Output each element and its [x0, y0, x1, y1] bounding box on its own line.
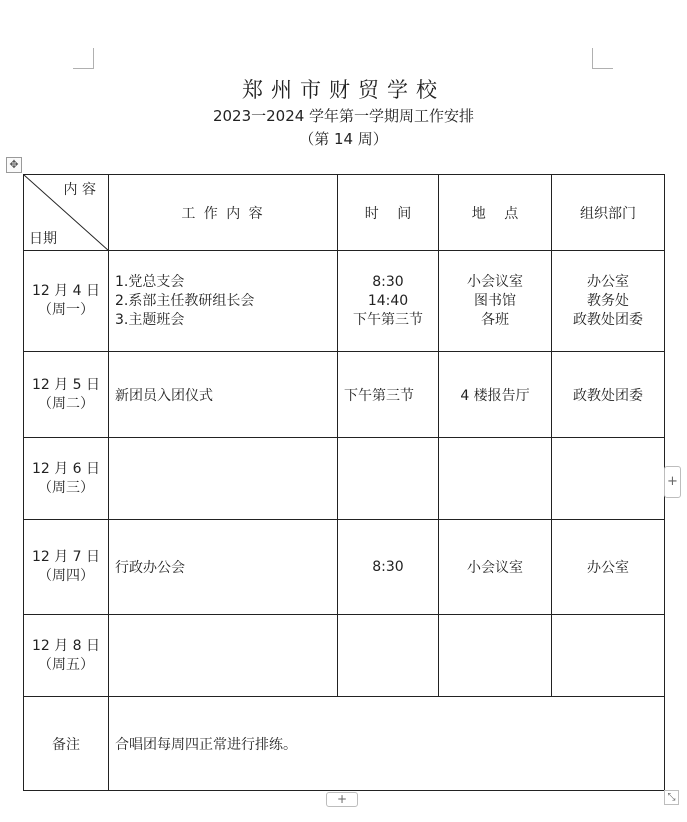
- content-cell[interactable]: [109, 615, 338, 697]
- time-cell[interactable]: [338, 251, 439, 352]
- date-cell: [24, 438, 109, 520]
- date-cell: [24, 615, 109, 697]
- add-column-button[interactable]: [664, 466, 681, 498]
- move-icon: ✥: [9, 158, 19, 171]
- page-margin-mark-top-left: [73, 48, 94, 69]
- place-line: 小会议室: [467, 560, 523, 576]
- header-content-label: 内 容: [63, 182, 96, 198]
- resize-icon: ⤡: [667, 792, 676, 803]
- weekday-text: （周三）: [38, 479, 94, 496]
- department-line: 教务处: [587, 292, 629, 309]
- place-line: 小会议室: [467, 273, 523, 290]
- content-cell[interactable]: [109, 251, 338, 352]
- date-text: 12 月 6 日: [31, 460, 101, 477]
- weekday-text: （周四）: [38, 568, 94, 584]
- content-cell[interactable]: [109, 438, 338, 520]
- table-resize-handle[interactable]: [664, 790, 679, 805]
- header-time: 时 间: [338, 175, 439, 251]
- department-line: 政教处团委: [573, 387, 643, 404]
- department-line: 办公室: [587, 560, 629, 576]
- department-line: 办公室: [587, 273, 629, 290]
- place-cell[interactable]: [439, 251, 552, 352]
- time-cell[interactable]: [338, 438, 439, 520]
- place-cell[interactable]: [439, 438, 552, 520]
- content-line: 1.党总支会: [115, 273, 185, 290]
- table-row: [24, 520, 665, 615]
- document-title: 郑州市财贸学校: [242, 78, 445, 102]
- note-row: [24, 697, 665, 791]
- place-cell[interactable]: [439, 520, 552, 615]
- place-cell[interactable]: [439, 615, 552, 697]
- table-row: [24, 615, 665, 697]
- weekday-text: （周一）: [38, 302, 94, 318]
- place-cell[interactable]: [439, 352, 552, 438]
- date-cell: [24, 251, 109, 352]
- table-row: [24, 352, 665, 438]
- date-text: 12 月 7 日: [31, 549, 101, 565]
- time-cell[interactable]: [338, 615, 439, 697]
- document-subtitle: 2023一2024 学年第一学期周工作安排: [212, 107, 475, 125]
- department-cell[interactable]: [552, 438, 665, 520]
- time-cell[interactable]: [338, 520, 439, 615]
- time-cell[interactable]: [338, 352, 439, 438]
- department-cell[interactable]: [552, 615, 665, 697]
- date-text: 12 月 4 日: [31, 283, 101, 299]
- content-line: 新团员入团仪式: [115, 387, 213, 404]
- time-line: 8:30: [372, 559, 404, 575]
- content-line: 2.系部主任教研组长会: [115, 292, 255, 309]
- date-cell: [24, 352, 109, 438]
- note-label: 备注: [24, 697, 109, 791]
- header-place: 地 点: [439, 175, 552, 251]
- plus-icon: +: [336, 792, 348, 806]
- date-text: 12 月 8 日: [31, 637, 101, 654]
- department-line: 政教处团委: [573, 311, 643, 328]
- weekday-text: （周五）: [38, 656, 94, 673]
- table-row: [24, 438, 665, 520]
- weekly-schedule-table: [23, 174, 665, 791]
- table-row: [24, 251, 665, 352]
- note-text[interactable]: 合唱团每周四正常进行排练。: [109, 697, 665, 791]
- header-work-content: 工 作 内 容: [109, 175, 338, 251]
- header-date-label: 日期: [29, 231, 57, 247]
- time-line: 8:30: [372, 273, 404, 290]
- date-cell: [24, 520, 109, 615]
- time-line: 下午第三节: [353, 311, 423, 328]
- date-text: 12 月 5 日: [31, 376, 101, 393]
- department-cell[interactable]: [552, 352, 665, 438]
- diagonal-header-cell: [24, 175, 109, 251]
- place-line: 各班: [481, 311, 509, 328]
- content-cell[interactable]: [109, 352, 338, 438]
- place-line: 图书馆: [474, 292, 516, 309]
- weekday-text: （周二）: [38, 395, 94, 412]
- department-cell[interactable]: [552, 520, 665, 615]
- place-line: 4 楼报告厅: [460, 387, 530, 404]
- week-number: （第 14 周）: [299, 130, 388, 148]
- header-row: [24, 175, 665, 251]
- department-cell[interactable]: [552, 251, 665, 352]
- add-row-button[interactable]: [326, 792, 358, 807]
- content-line: 3.主题班会: [115, 311, 185, 328]
- time-line: 14:40: [367, 292, 409, 309]
- content-line: 行政办公会: [115, 560, 185, 576]
- page-margin-mark-top-right: [592, 48, 613, 69]
- time-line: 下午第三节: [344, 387, 414, 404]
- content-cell[interactable]: [109, 520, 338, 615]
- header-department: 组织部门: [552, 175, 665, 251]
- plus-icon: +: [667, 474, 678, 489]
- table-move-handle[interactable]: [6, 157, 22, 173]
